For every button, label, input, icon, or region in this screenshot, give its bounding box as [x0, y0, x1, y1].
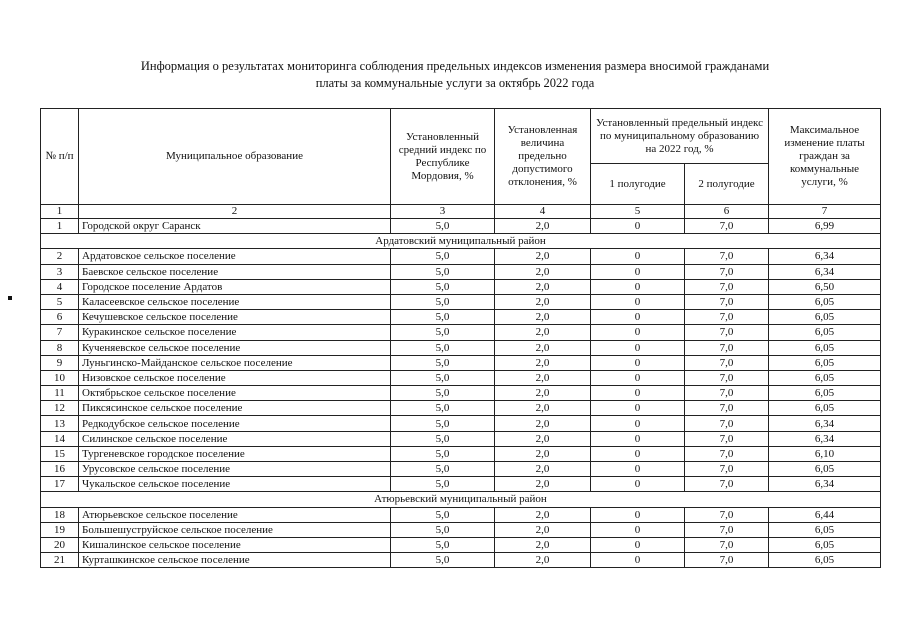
- half-2-value: 7,0: [685, 446, 769, 461]
- table-row: [41, 431, 881, 446]
- table-row: [41, 264, 881, 279]
- max-change-value: 6,05: [769, 522, 881, 537]
- half-1-value: 0: [591, 431, 685, 446]
- table-row: [41, 249, 881, 264]
- column-number: 1: [41, 205, 79, 219]
- table-row: [41, 416, 881, 431]
- table-row: [41, 370, 881, 385]
- column-number: 6: [685, 205, 769, 219]
- row-number: 19: [41, 522, 79, 537]
- column-number: 5: [591, 205, 685, 219]
- half-2-value: 7,0: [685, 537, 769, 552]
- half-1-value: 0: [591, 340, 685, 355]
- table-row: [41, 401, 881, 416]
- table-row: [41, 325, 881, 340]
- municipality-name: Большешуструйское сельское поселение: [79, 522, 391, 537]
- municipality-name: Кученяевское сельское поселение: [79, 340, 391, 355]
- deviation-value: 2,0: [495, 431, 591, 446]
- half-1-value: 0: [591, 294, 685, 309]
- avg-index-value: 5,0: [391, 462, 495, 477]
- row-number: 11: [41, 386, 79, 401]
- column-number: 7: [769, 205, 881, 219]
- half-2-value: 7,0: [685, 416, 769, 431]
- max-change-value: 6,05: [769, 325, 881, 340]
- max-change-value: 6,34: [769, 477, 881, 492]
- half-1-value: 0: [591, 446, 685, 461]
- avg-index-value: 5,0: [391, 340, 495, 355]
- row-number: 1: [41, 219, 79, 234]
- column-number: 4: [495, 205, 591, 219]
- half-1-value: 0: [591, 477, 685, 492]
- avg-index-value: 5,0: [391, 386, 495, 401]
- max-change-value: 6,44: [769, 507, 881, 522]
- municipality-name: Силинское сельское поселение: [79, 431, 391, 446]
- deviation-value: 2,0: [495, 219, 591, 234]
- municipality-name: Пиксясинское сельское поселение: [79, 401, 391, 416]
- deviation-value: 2,0: [495, 553, 591, 568]
- deviation-value: 2,0: [495, 264, 591, 279]
- column-number: 3: [391, 205, 495, 219]
- half-1-value: 0: [591, 279, 685, 294]
- max-change-value: 6,05: [769, 386, 881, 401]
- half-1-value: 0: [591, 355, 685, 370]
- municipality-name: Атюрьевское сельское поселение: [79, 507, 391, 522]
- half-1-value: 0: [591, 249, 685, 264]
- row-number: 16: [41, 462, 79, 477]
- avg-index-value: 5,0: [391, 477, 495, 492]
- municipality-name: Ардатовское сельское поселение: [79, 249, 391, 264]
- half-2-value: 7,0: [685, 553, 769, 568]
- municipality-name: Кишалинское сельское поселение: [79, 537, 391, 552]
- header-mo-index: Установленный предельный индекс по муниципальному образованию на 2022 год, %: [591, 109, 769, 164]
- table-body: [41, 205, 881, 568]
- municipality-name: Тургеневское городское поселение: [79, 446, 391, 461]
- avg-index-value: 5,0: [391, 279, 495, 294]
- section-header-row: [41, 234, 881, 249]
- avg-index-value: 5,0: [391, 355, 495, 370]
- title-line-1: Информация о результатах мониторинга соблюдения предельных индексов изменения размера вносимой гражданами: [140, 59, 770, 73]
- half-1-value: 0: [591, 416, 685, 431]
- municipality-name: Урусовское сельское поселение: [79, 462, 391, 477]
- avg-index-value: 5,0: [391, 431, 495, 446]
- row-number: 12: [41, 401, 79, 416]
- half-1-value: 0: [591, 537, 685, 552]
- max-change-value: 6,34: [769, 249, 881, 264]
- section-header-row: [41, 492, 881, 507]
- row-number: 3: [41, 264, 79, 279]
- half-1-value: 0: [591, 219, 685, 234]
- deviation-value: 2,0: [495, 279, 591, 294]
- deviation-value: 2,0: [495, 386, 591, 401]
- table-row: [41, 537, 881, 552]
- municipality-name: Луньгинско-Майданское сельское поселение: [79, 355, 391, 370]
- half-2-value: 7,0: [685, 294, 769, 309]
- table-row: [41, 310, 881, 325]
- avg-index-value: 5,0: [391, 522, 495, 537]
- half-1-value: 0: [591, 553, 685, 568]
- deviation-value: 2,0: [495, 462, 591, 477]
- header-half-1: 1 полугодие: [591, 164, 685, 205]
- max-change-value: 6,05: [769, 370, 881, 385]
- row-number: 4: [41, 279, 79, 294]
- row-number: 9: [41, 355, 79, 370]
- avg-index-value: 5,0: [391, 310, 495, 325]
- deviation-value: 2,0: [495, 294, 591, 309]
- avg-index-value: 5,0: [391, 219, 495, 234]
- half-1-value: 0: [591, 462, 685, 477]
- row-number: 10: [41, 370, 79, 385]
- row-number: 7: [41, 325, 79, 340]
- half-2-value: 7,0: [685, 462, 769, 477]
- max-change-value: 6,05: [769, 553, 881, 568]
- deviation-value: 2,0: [495, 507, 591, 522]
- deviation-value: 2,0: [495, 446, 591, 461]
- header-max-change: Максимальное изменение платы граждан за коммунальные услуги, %: [769, 109, 881, 205]
- max-change-value: 6,10: [769, 446, 881, 461]
- max-change-value: 6,05: [769, 355, 881, 370]
- half-1-value: 0: [591, 325, 685, 340]
- table-row: [41, 279, 881, 294]
- row-number: 14: [41, 431, 79, 446]
- max-change-value: 6,99: [769, 219, 881, 234]
- deviation-value: 2,0: [495, 355, 591, 370]
- title-line-2: платы за коммунальные услуги за октябрь 2022 года: [315, 76, 595, 90]
- half-2-value: 7,0: [685, 522, 769, 537]
- header-avg-index: Установленный средний индекс по Республике Мордовия, %: [391, 109, 495, 205]
- half-1-value: 0: [591, 401, 685, 416]
- header-half-2: 2 полугодие: [685, 164, 769, 205]
- row-number: 18: [41, 507, 79, 522]
- table-row: [41, 340, 881, 355]
- max-change-value: 6,34: [769, 431, 881, 446]
- avg-index-value: 5,0: [391, 325, 495, 340]
- avg-index-value: 5,0: [391, 537, 495, 552]
- half-2-value: 7,0: [685, 355, 769, 370]
- deviation-value: 2,0: [495, 325, 591, 340]
- half-2-value: 7,0: [685, 477, 769, 492]
- row-number: 17: [41, 477, 79, 492]
- table-row: [41, 462, 881, 477]
- row-number: 13: [41, 416, 79, 431]
- table-row: [41, 294, 881, 309]
- deviation-value: 2,0: [495, 340, 591, 355]
- avg-index-value: 5,0: [391, 401, 495, 416]
- deviation-value: 2,0: [495, 401, 591, 416]
- deviation-value: 2,0: [495, 477, 591, 492]
- municipality-name: Курташкинское сельское поселение: [79, 553, 391, 568]
- half-2-value: 7,0: [685, 264, 769, 279]
- avg-index-value: 5,0: [391, 264, 495, 279]
- max-change-value: 6,05: [769, 462, 881, 477]
- half-2-value: 7,0: [685, 249, 769, 264]
- municipality-name: Городской округ Саранск: [79, 219, 391, 234]
- deviation-value: 2,0: [495, 537, 591, 552]
- max-change-value: 6,05: [769, 537, 881, 552]
- header-num: № п/п: [41, 109, 79, 205]
- half-2-value: 7,0: [685, 370, 769, 385]
- avg-index-value: 5,0: [391, 249, 495, 264]
- half-2-value: 7,0: [685, 507, 769, 522]
- municipality-name: Низовское сельское поселение: [79, 370, 391, 385]
- document-title: [40, 58, 870, 92]
- avg-index-value: 5,0: [391, 553, 495, 568]
- max-change-value: 6,05: [769, 294, 881, 309]
- municipality-name: Баевское сельское поселение: [79, 264, 391, 279]
- monitoring-table: [40, 108, 881, 568]
- avg-index-value: 5,0: [391, 507, 495, 522]
- half-2-value: 7,0: [685, 401, 769, 416]
- deviation-value: 2,0: [495, 249, 591, 264]
- column-number: 2: [79, 205, 391, 219]
- half-1-value: 0: [591, 507, 685, 522]
- half-2-value: 7,0: [685, 310, 769, 325]
- max-change-value: 6,50: [769, 279, 881, 294]
- table-row: [41, 553, 881, 568]
- max-change-value: 6,34: [769, 264, 881, 279]
- header-deviation: Установленная величина предельно допустимого отклонения, %: [495, 109, 591, 205]
- row-number: 8: [41, 340, 79, 355]
- row-number: 21: [41, 553, 79, 568]
- table-row: [41, 219, 881, 234]
- half-2-value: 7,0: [685, 219, 769, 234]
- district-title: Ардатовский муниципальный район: [41, 234, 881, 249]
- table-row: [41, 507, 881, 522]
- avg-index-value: 5,0: [391, 370, 495, 385]
- half-2-value: 7,0: [685, 279, 769, 294]
- table-row: [41, 355, 881, 370]
- avg-index-value: 5,0: [391, 294, 495, 309]
- table-row: [41, 477, 881, 492]
- row-number: 5: [41, 294, 79, 309]
- row-number: 20: [41, 537, 79, 552]
- table-row: [41, 522, 881, 537]
- half-1-value: 0: [591, 522, 685, 537]
- municipality-name: Чукальское сельское поселение: [79, 477, 391, 492]
- scan-mark: [8, 296, 12, 300]
- table-row: [41, 386, 881, 401]
- half-1-value: 0: [591, 386, 685, 401]
- deviation-value: 2,0: [495, 370, 591, 385]
- avg-index-value: 5,0: [391, 416, 495, 431]
- max-change-value: 6,05: [769, 340, 881, 355]
- half-2-value: 7,0: [685, 325, 769, 340]
- half-1-value: 0: [591, 370, 685, 385]
- district-title: Атюрьевский муниципальный район: [41, 492, 881, 507]
- municipality-name: Каласеевское сельское поселение: [79, 294, 391, 309]
- deviation-value: 2,0: [495, 310, 591, 325]
- half-2-value: 7,0: [685, 386, 769, 401]
- municipality-name: Куракинское сельское поселение: [79, 325, 391, 340]
- half-1-value: 0: [591, 310, 685, 325]
- municipality-name: Октябрьское сельское поселение: [79, 386, 391, 401]
- header-municipality: Муниципальное образование: [79, 109, 391, 205]
- deviation-value: 2,0: [495, 522, 591, 537]
- municipality-name: Редкодубское сельское поселение: [79, 416, 391, 431]
- row-number: 6: [41, 310, 79, 325]
- half-2-value: 7,0: [685, 340, 769, 355]
- avg-index-value: 5,0: [391, 446, 495, 461]
- table-row: [41, 446, 881, 461]
- column-number-row: [41, 205, 881, 219]
- max-change-value: 6,34: [769, 416, 881, 431]
- deviation-value: 2,0: [495, 416, 591, 431]
- half-2-value: 7,0: [685, 431, 769, 446]
- max-change-value: 6,05: [769, 401, 881, 416]
- municipality-name: Кечушевское сельское поселение: [79, 310, 391, 325]
- half-1-value: 0: [591, 264, 685, 279]
- row-number: 15: [41, 446, 79, 461]
- row-number: 2: [41, 249, 79, 264]
- municipality-name: Городское поселение Ардатов: [79, 279, 391, 294]
- max-change-value: 6,05: [769, 310, 881, 325]
